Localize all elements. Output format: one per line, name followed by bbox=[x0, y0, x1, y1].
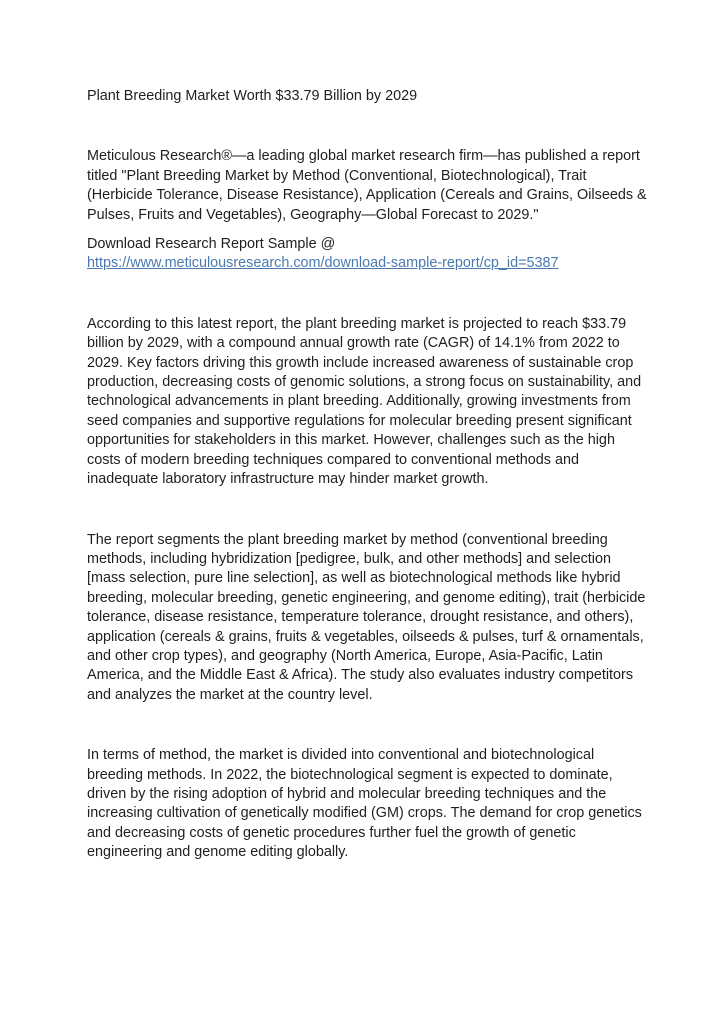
download-label: Download Research Report Sample @ bbox=[87, 236, 336, 253]
download-sample-link[interactable]: https://www.meticulousresearch.com/download-sample-report/cp_id=5387 bbox=[87, 255, 559, 272]
download-section bbox=[87, 235, 647, 274]
method-segment-paragraph: In terms of method, the market is divided into conventional and biotechnological breeding methods. In 2022, the biotechnological segment is expected to dominate, driven by the rising adoption of hybrid and molecular breeding techniques and the increasing cultivation of genetically modified (GM) crops. The demand for crop genetics and decreasing costs of genetic procedures further fuel the growth of genetic engineering and genome editing globally. bbox=[87, 747, 642, 861]
document-body bbox=[87, 87, 647, 863]
market-forecast-paragraph: According to this latest report, the plant breeding market is projected to reach $33.79 billion by 2029, with a compound annual growth rate (CAGR) of 14.1% from 2022 to 2029. Key factors driving this growth include increased awareness of sustainable crop production, decreasing costs of genomic solutions, a strong focus on sustainability, and technological advancements in plant breeding. Additionally, growing investments from seed companies and supportive regulations for molecular breeding present significant opportunities for stakeholders in this market. However, challenges such as the high costs of modern breeding techniques compared to conventional methods and inadequate laboratory infrastructure may hinder market growth. bbox=[87, 315, 642, 488]
intro-paragraph: Meticulous Research®—a leading global market research firm—has published a report titled "Plant Breeding Market by Method (Conventional, Biotechnological), Trait (Herbicide Tolerance, Disease Resistance), Application (Cereals and Grains, Oilseeds & Pulses, Fruits and Vegetables), Geography—Global Forecast to 2029." bbox=[87, 148, 647, 223]
document-title: Plant Breeding Market Worth $33.79 Billion by 2029 bbox=[87, 88, 418, 104]
market-segments-paragraph: The report segments the plant breeding market by method (conventional breeding methods, including hybridization [pedigree, bulk, and other methods] and selection [mass selection, pure line selection], as well as biotechnological methods like hybrid breeding, molecular breeding, genetic engineering, and genome editing), trait (herbicide tolerance, disease resistance, temperature tolerance, drought resistance, and others), application (cereals & grains, fruits & vegetables, oilseeds & pulses, turf & ornamentals, and other crop types), and geography (North America, Europe, Asia-Pacific, Latin America, and the Middle East & Africa). The study also evaluates industry competitors and analyzes the market at the country level. bbox=[87, 531, 646, 703]
